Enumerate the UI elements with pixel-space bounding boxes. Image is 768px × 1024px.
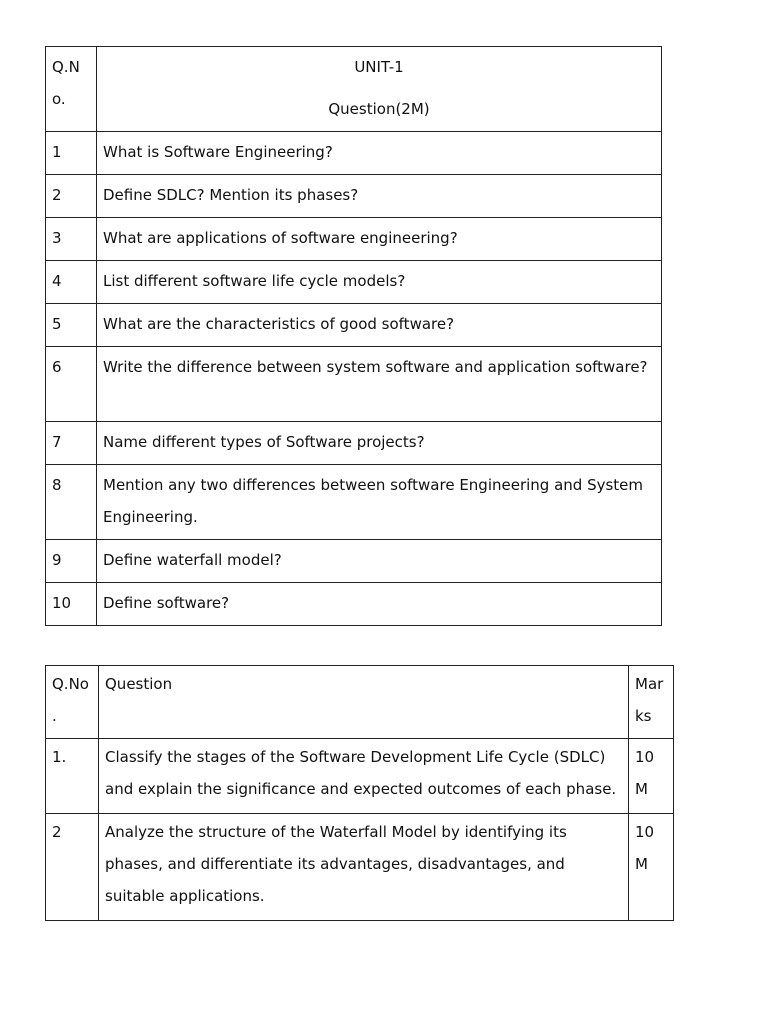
- question-marks: 10 M: [629, 814, 674, 921]
- question-number: 8: [46, 465, 97, 540]
- table-row: [46, 465, 662, 540]
- question-text: Classify the stages of the Software Development Life Cycle (SDLC) and explain the significance and expected outcomes of each phase.: [99, 739, 629, 814]
- unit-title: UNIT-1: [354, 58, 404, 76]
- question-number: 7: [46, 422, 97, 465]
- question-text: What is Software Engineering?: [97, 132, 662, 175]
- table-row: [46, 583, 662, 626]
- question-number: 1.: [46, 739, 99, 814]
- question-marks: 10 M: [629, 739, 674, 814]
- table-header-row: [46, 47, 662, 132]
- question-text: What are applications of software engineering?: [97, 218, 662, 261]
- unit-1-question-table: [45, 46, 662, 626]
- question-text: Write the difference between system software and application software?: [97, 347, 662, 422]
- table-row: [46, 814, 674, 921]
- question-number: 10: [46, 583, 97, 626]
- table-row: [46, 422, 662, 465]
- table-row: [46, 218, 662, 261]
- table-header-row: [46, 666, 674, 739]
- table-row: [46, 304, 662, 347]
- question-number: 2: [46, 814, 99, 921]
- question-text: Name different types of Software projects?: [97, 422, 662, 465]
- question-number: 3: [46, 218, 97, 261]
- table-row: [46, 261, 662, 304]
- question-number: 2: [46, 175, 97, 218]
- question-number: 5: [46, 304, 97, 347]
- question-header: Question(2M): [328, 100, 430, 118]
- question-number: 6: [46, 347, 97, 422]
- long-answer-question-table: [45, 665, 674, 921]
- qno-header: Q.N o.: [46, 47, 97, 132]
- question-text: Analyze the structure of the Waterfall Model by identifying its phases, and differentiate its advantages, disadvantages, and suitable applications.: [99, 814, 629, 921]
- question-text: Define SDLC? Mention its phases?: [97, 175, 662, 218]
- question-number: 1: [46, 132, 97, 175]
- question-text: Define waterfall model?: [97, 540, 662, 583]
- qno-header: Q.No .: [46, 666, 99, 739]
- question-number: 9: [46, 540, 97, 583]
- table-row: [46, 739, 674, 814]
- table-row: [46, 175, 662, 218]
- question-text: List different software life cycle models?: [97, 261, 662, 304]
- marks-header: Mar ks: [629, 666, 674, 739]
- header-cell: [97, 47, 662, 132]
- question-text: Mention any two differences between software Engineering and System Engineering.: [97, 465, 662, 540]
- table-row: [46, 132, 662, 175]
- table-row: [46, 347, 662, 422]
- question-text: What are the characteristics of good software?: [97, 304, 662, 347]
- question-header: Question: [99, 666, 629, 739]
- table-row: [46, 540, 662, 583]
- question-text: Define software?: [97, 583, 662, 626]
- question-number: 4: [46, 261, 97, 304]
